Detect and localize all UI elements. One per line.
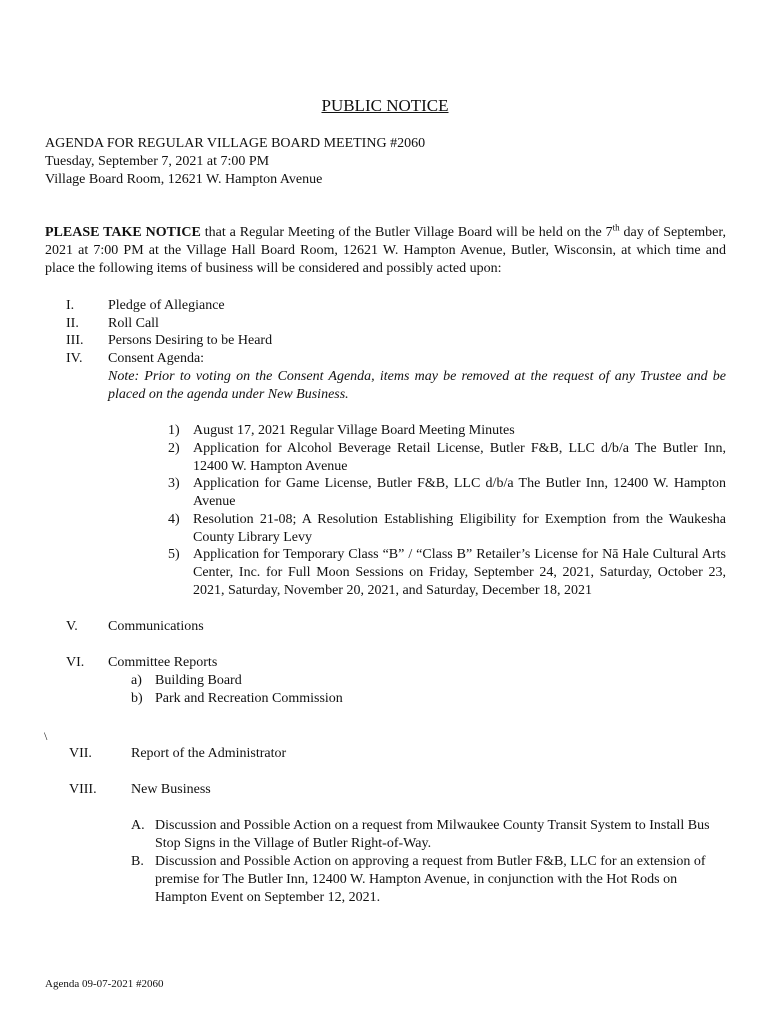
consent-item xyxy=(168,546,726,600)
notice-paragraph xyxy=(45,224,726,278)
new-business-item xyxy=(131,817,726,853)
agenda-item-new-business: New Business xyxy=(131,782,211,797)
notice-text-b: day of September, 2021 at 7:00 PM at the Village Hall Board Room, 12621 W. Hampton Avenue, Butler, Wisconsin, at which time and place the following items of business will be considered and possibly acted upon: xyxy=(45,225,727,276)
consent-item-num: 3) xyxy=(168,476,180,491)
consent-item-num: 4) xyxy=(168,512,180,527)
agenda-num-ii: II. xyxy=(66,316,79,331)
consent-item xyxy=(168,511,726,547)
page-title: PUBLIC NOTICE xyxy=(321,96,449,115)
new-business-num: A. xyxy=(131,818,145,833)
agenda-item-roll-call: Roll Call xyxy=(108,316,159,331)
stray-backslash: \ xyxy=(44,729,48,743)
agenda-num-vii: VII. xyxy=(69,746,92,761)
new-business-num: B. xyxy=(131,854,144,869)
meeting-date: Tuesday, September 7, 2021 at 7:00 PM xyxy=(45,154,270,169)
new-business-item xyxy=(131,853,726,907)
notice-text-a: that a Regular Meeting of the Butler Village Board will be held on the 7 xyxy=(200,225,613,240)
consent-item-text: August 17, 2021 Regular Village Board Meeting Minutes xyxy=(193,423,515,438)
agenda-num-iii: III. xyxy=(66,333,84,348)
agenda-item-consent: Consent Agenda: xyxy=(108,351,205,366)
committee-report-num: b) xyxy=(131,691,143,706)
agenda-num-v: V. xyxy=(66,619,78,634)
agenda-num-vi: VI. xyxy=(66,655,85,670)
consent-item-num: 1) xyxy=(168,423,180,438)
consent-item-text: Resolution 21-08; A Resolution Establishing Eligibility for Exemption from the Waukesha County Library Levy xyxy=(193,512,726,545)
consent-item-text: Application for Alcohol Beverage Retail License, Butler F&B, LLC d/b/a The Butler Inn, 12400 W. Hampton Avenue xyxy=(193,441,726,474)
consent-item xyxy=(168,440,726,476)
consent-item-num: 2) xyxy=(168,441,180,456)
committee-report-park-rec: Park and Recreation Commission xyxy=(155,691,343,706)
agenda-num-viii: VIII. xyxy=(69,782,97,797)
committee-report-building-board: Building Board xyxy=(155,673,242,688)
agenda-num-i: I. xyxy=(66,298,75,313)
consent-item-num: 5) xyxy=(168,547,180,562)
meeting-location: Village Board Room, 12621 W. Hampton Avenue xyxy=(45,172,323,187)
agenda-item-communications: Communications xyxy=(108,619,204,634)
notice-lead: PLEASE TAKE NOTICE xyxy=(45,225,201,240)
agenda-item-persons-heard: Persons Desiring to be Heard xyxy=(108,333,273,348)
consent-item-text: Application for Temporary Class “B” / “Class B” Retailer’s License for Nā Hale Cultural Arts Center, Inc. for Full Moon Sessions on Friday, September 24, 2021, Saturday, October 23, 2021, Saturday, November 20, 2021, and Saturday, December 18, 2021 xyxy=(193,547,726,598)
consent-note: Note: Prior to voting on the Consent Agenda, items may be removed at the request of any Trustee and be placed on the agenda under New Business. xyxy=(108,369,726,402)
agenda-item-committee-reports: Committee Reports xyxy=(108,655,218,670)
consent-item xyxy=(168,422,726,440)
agenda-num-iv: IV. xyxy=(66,351,83,366)
consent-item-text: Application for Game License, Butler F&B, LLC d/b/a The Butler Inn, 12400 W. Hampton Avenue xyxy=(193,476,726,509)
new-business-text: Discussion and Possible Action on approving a request from Butler F&B, LLC for an extension of premise for The Butler Inn, 12400 W. Hampton Avenue, in conjunction with the Hot Rods on Hampton Event on September 12, 2021. xyxy=(155,854,706,905)
agenda-item-pledge: Pledge of Allegiance xyxy=(108,298,225,313)
committee-report-num: a) xyxy=(131,673,142,688)
agenda-item-administrator-report: Report of the Administrator xyxy=(131,746,287,761)
page-footer: Agenda 09-07-2021 #2060 xyxy=(45,978,164,990)
meeting-title: AGENDA FOR REGULAR VILLAGE BOARD MEETING #2060 xyxy=(45,136,426,151)
notice-sup: th xyxy=(612,222,620,233)
consent-item xyxy=(168,475,726,511)
new-business-text: Discussion and Possible Action on a request from Milwaukee County Transit System to Install Bus Stop Signs in the Village of Butler Right-of-Way. xyxy=(155,818,710,851)
